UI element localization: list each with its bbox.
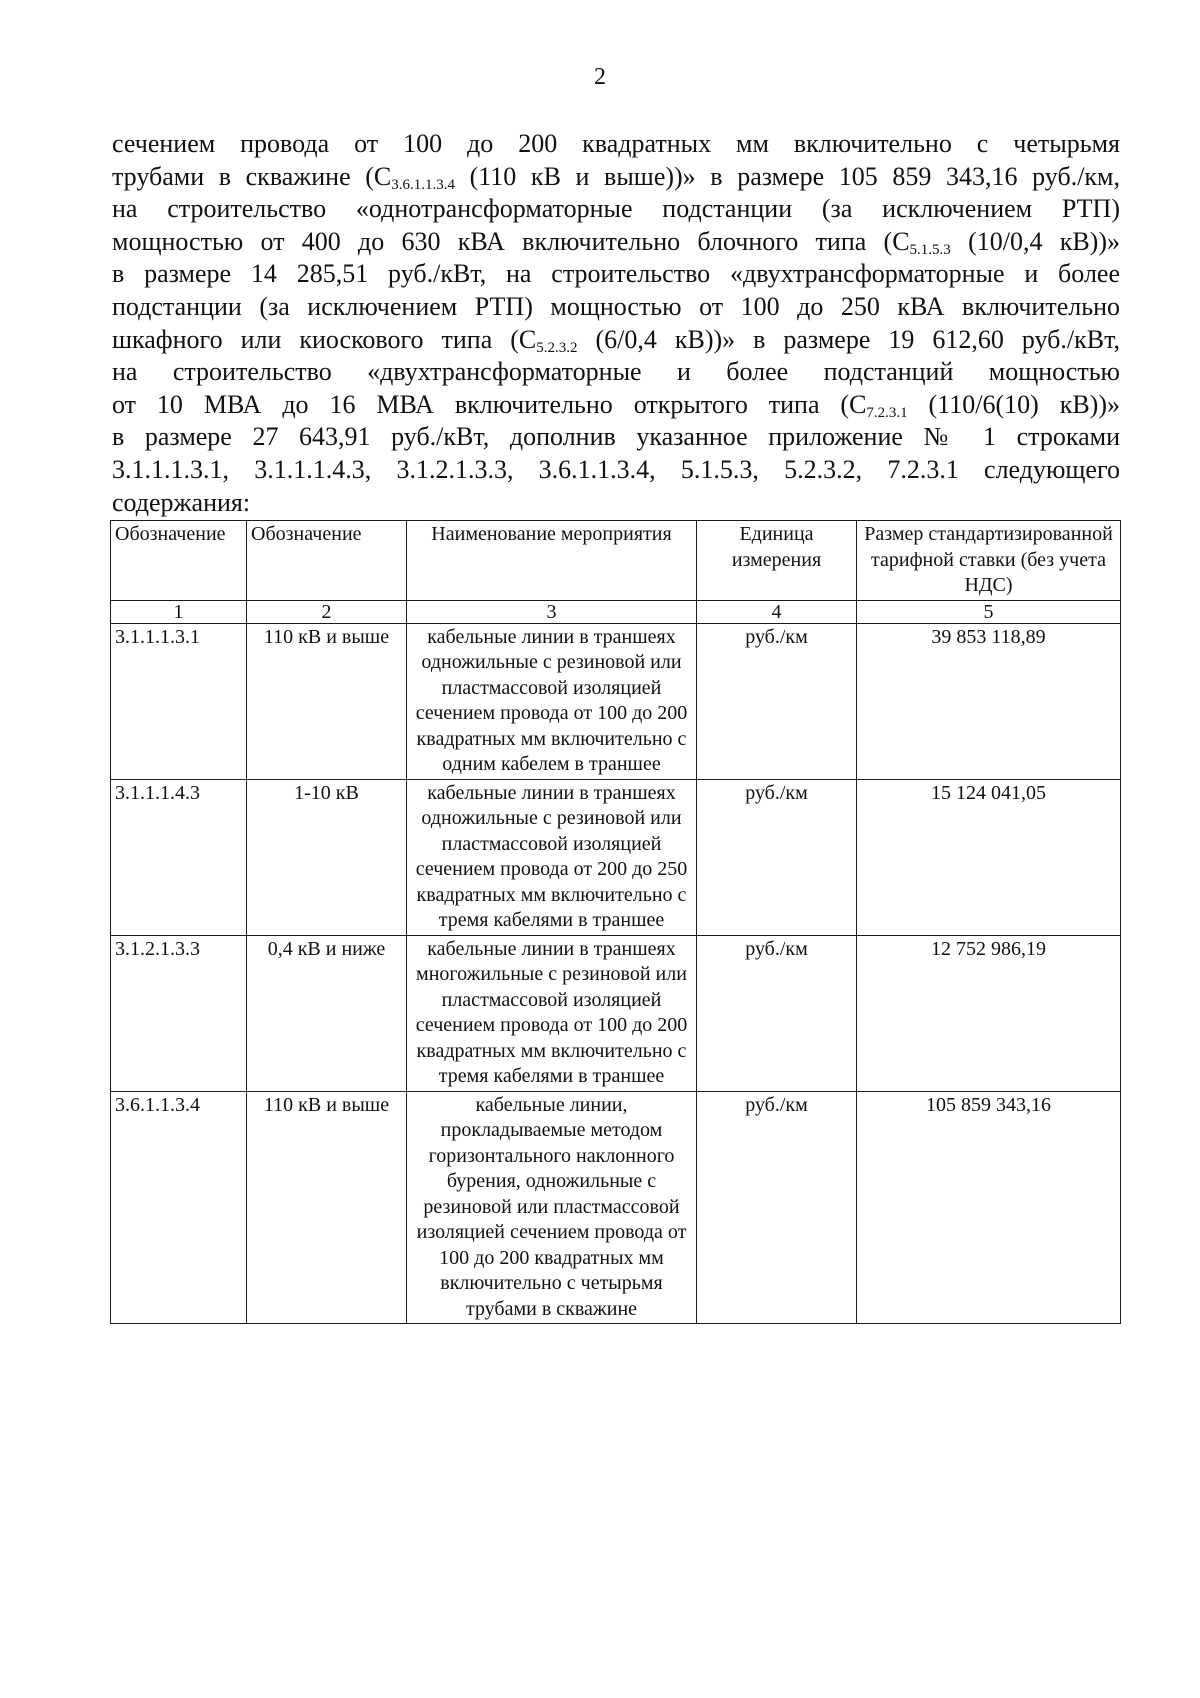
- cell-rate: 39 853 118,89: [857, 623, 1121, 779]
- table-row: [111, 623, 1121, 779]
- cell-code: 3.6.1.1.3.4: [111, 1091, 247, 1324]
- header-code: Обозначение: [111, 521, 247, 601]
- column-number: 3: [407, 600, 697, 623]
- intro-paragraph: [112, 128, 1120, 519]
- column-number: 4: [697, 600, 857, 623]
- cell-rate: 12 752 986,19: [857, 935, 1121, 1091]
- cell-voltage: 1-10 кВ: [247, 779, 407, 935]
- intro-line: подстанции (за исключением РТП) мощностью от 100 до 250 кВА включительно: [112, 291, 1120, 321]
- cell-unit: руб./км: [697, 623, 857, 779]
- table-row: [111, 779, 1121, 935]
- cell-rate: 15 124 041,05: [857, 779, 1121, 935]
- intro-line: на строительство «двухтрансформаторные и более подстанций мощностью: [112, 357, 1120, 387]
- column-number: 2: [247, 600, 407, 623]
- intro-line: на строительство «однотрансформаторные подстанции (за исключением РТП): [112, 194, 1120, 224]
- cell-name: кабельные линии, прокладываемые методом горизонтального наклонного бурения, одножильные с резиновой или пластмассовой изоляцией сечением провода от 100 до 200 квадратных мм включительно с четырьмя трубами в скважине: [407, 1091, 697, 1324]
- cell-voltage: 110 кВ и выше: [247, 1091, 407, 1324]
- cell-name: кабельные линии в траншеях одножильные с резиновой или пластмассовой изоляцией сечением провода от 200 до 250 квадратных мм включительно с тремя кабелями в траншее: [407, 779, 697, 935]
- cell-code: 3.1.1.1.4.3: [111, 779, 247, 935]
- cell-code: 3.1.2.1.3.3: [111, 935, 247, 1091]
- page-number: 2: [594, 64, 606, 90]
- column-number: 1: [111, 600, 247, 623]
- cell-unit: руб./км: [697, 779, 857, 935]
- cell-rate: 105 859 343,16: [857, 1091, 1121, 1324]
- intro-line: шкафного или киоскового типа ($C_{5.2.3.2}$ (6/0,4 кВ))» в размере 19 612,60 руб./кВт,: [112, 324, 1120, 356]
- cell-name: кабельные линии в траншеях многожильные с резиновой или пластмассовой изоляцией сечением провода от 100 до 200 квадратных мм включительно с тремя кабелями в траншее: [407, 935, 697, 1091]
- intro-line: мощностью от 400 до 630 кВА включительно блочного типа ($C_{5.1.5.3}$ (10/0,4 кВ))»: [112, 226, 1120, 258]
- cell-unit: руб./км: [697, 1091, 857, 1324]
- table-row: [111, 1091, 1121, 1324]
- cell-name: кабельные линии в траншеях одножильные с резиновой или пластмассовой изоляцией сечением провода от 100 до 200 квадратных мм включительно с одним кабелем в траншее: [407, 623, 697, 779]
- intro-line: сечением провода от 100 до 200 квадратных мм включительно с четырьмя: [112, 129, 1120, 158]
- header-rate: Размер стандартизированной тарифной ставки (без учета НДС): [857, 521, 1121, 601]
- intro-line: трубами в скважине ($C_{3.6.1.1.3.4}$ (110 кВ и выше))» в размере 105 859 343,16 руб./км,: [112, 161, 1120, 193]
- intro-line: от 10 МВА до 16 МВА включительно открытого типа ($C_{7.2.3.1}$ (110/6(10) кВ))»: [112, 389, 1120, 421]
- intro-line: в размере 27 643,91 руб./кВт, дополнив указанное приложение № 1 строками: [112, 422, 1120, 452]
- header-name: Наименование мероприятия: [407, 521, 697, 601]
- intro-line: 3.1.1.1.3.1, 3.1.1.1.4.3, 3.1.2.1.3.3, 3.6.1.1.3.4, 5.1.5.3, 5.2.3.2, 7.2.3.1 следующего: [112, 454, 1120, 484]
- column-number-row: [111, 600, 1121, 623]
- table-row: [111, 935, 1121, 1091]
- table-header-row: [111, 521, 1121, 601]
- header-unit: Единица измерения: [697, 521, 857, 601]
- intro-line: содержания:: [112, 487, 251, 517]
- cell-unit: руб./км: [697, 935, 857, 1091]
- tariff-table: [110, 520, 1121, 1324]
- cell-voltage: 0,4 кВ и ниже: [247, 935, 407, 1091]
- cell-voltage: 110 кВ и выше: [247, 623, 407, 779]
- cell-code: 3.1.1.1.3.1: [111, 623, 247, 779]
- intro-line: в размере 14 285,51 руб./кВт, на строительство «двухтрансформаторные и более: [112, 259, 1120, 289]
- header-voltage: Обозначение: [247, 521, 407, 601]
- column-number: 5: [857, 600, 1121, 623]
